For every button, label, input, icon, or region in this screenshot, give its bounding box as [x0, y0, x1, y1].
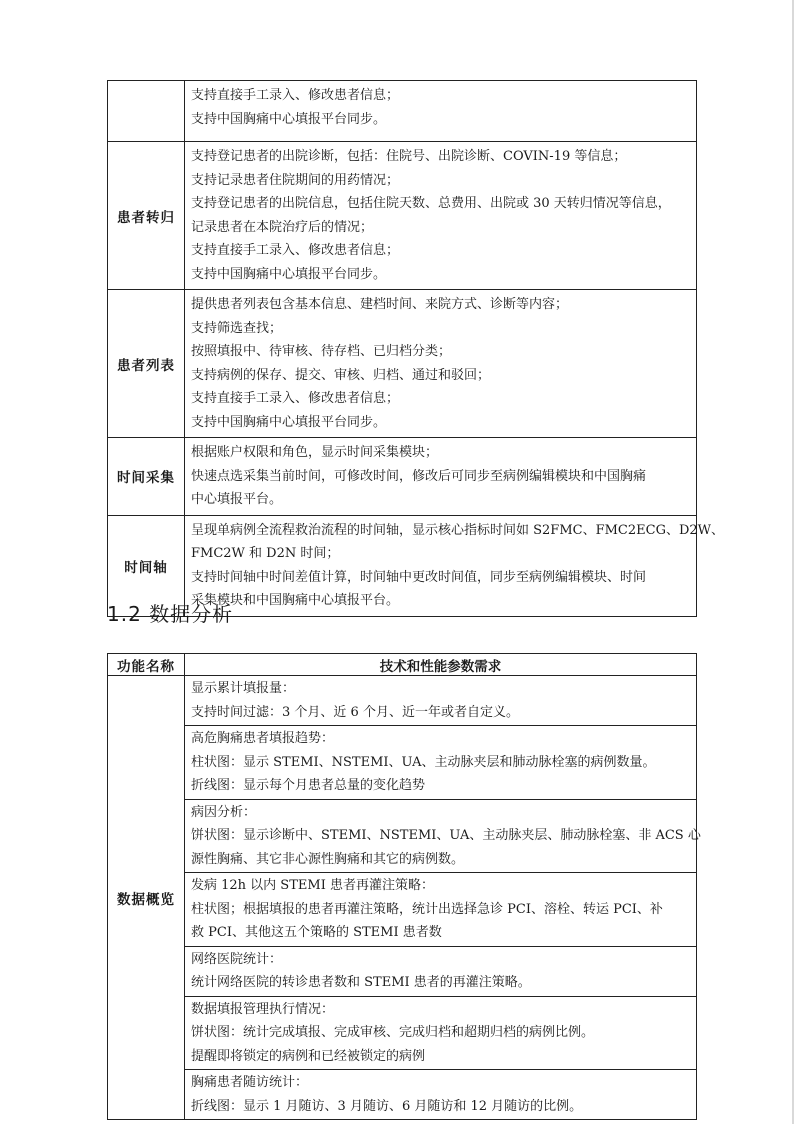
- requirement-line: 中心填报平台。: [191, 492, 283, 507]
- requirement-cell: [185, 946, 697, 996]
- table-row: [108, 726, 697, 800]
- function-name-cell: 患者列表: [108, 290, 185, 438]
- requirement-line: 折线图：显示每个月患者总量的变化趋势: [191, 778, 426, 793]
- requirement-line: 采集模块和中国胸痛中心填报平台。: [191, 593, 400, 608]
- table-row: [108, 996, 697, 1070]
- requirement-line: 源性胸痛、其它非心源性胸痛和其它的病例数。: [191, 851, 465, 867]
- requirement-cell: [185, 81, 697, 142]
- requirement-line: 支持中国胸痛中心填报平台同步。: [191, 414, 387, 430]
- function-name-cell: [108, 81, 185, 142]
- requirement-line: 饼状图：统计完成填报、完成审核、完成归档和超期归档的病例比例。: [191, 1025, 595, 1040]
- requirement-line: 高危胸痛患者填报趋势：: [191, 731, 335, 746]
- requirement-line: 支持直接手工录入、修改患者信息；: [191, 391, 400, 406]
- requirement-line: 柱状图；根据填报的患者再灌注策略，统计出选择急诊 PCI、溶栓、转运 PCI、补: [191, 901, 663, 917]
- requirement-cell: [185, 676, 697, 726]
- requirement-line: 支持时间轴中时间差值计算，时间轴中更改时间值，同步至病例编辑模块、时间: [191, 569, 647, 585]
- function-table-2: [107, 653, 701, 1120]
- table-row: [108, 142, 697, 290]
- requirement-line: 提醒即将锁定的病例和已经被锁定的病例: [191, 1048, 426, 1064]
- table-row: [108, 1070, 697, 1120]
- requirement-line: 支持中国胸痛中心填报平台同步。: [191, 111, 387, 127]
- function-name-cell: 时间轴: [108, 515, 185, 616]
- header-function-name: 功能名称: [108, 654, 185, 676]
- requirement-line: 支持记录患者住院期间的用药情况；: [191, 172, 400, 188]
- function-name-cell: 数据概览: [108, 676, 185, 1120]
- requirement-line: 网络医院统计：: [191, 951, 283, 967]
- requirement-line: 折线图：显示 1 月随访、3 月随访、6 月随访和 12 月随访的比例。: [191, 1098, 583, 1114]
- requirement-line: 发病 12h 以内 STEMI 患者再灌注策略：: [191, 878, 434, 893]
- requirement-line: 饼状图：显示诊断中、STEMI、NSTEMI、UA、主动脉夹层、肺动脉栓塞、非 ACS 心: [191, 828, 701, 843]
- requirement-line: 柱状图：显示 STEMI、NSTEMI、UA、主动脉夹层和肺动脉栓塞的病例数量。: [191, 754, 656, 770]
- requirement-line: 病因分析：: [191, 804, 257, 820]
- requirement-cell: [185, 726, 697, 800]
- requirement-line: 支持中国胸痛中心填报平台同步。: [191, 266, 387, 282]
- table-row: [108, 799, 697, 873]
- requirement-line: 救 PCI、其他这五个策略的 STEMI 患者数: [191, 925, 442, 940]
- requirement-line: FMC2W 和 D2N 时间；: [191, 546, 340, 561]
- requirement-cell: [185, 438, 697, 516]
- requirement-line: 支持登记患者的出院诊断，包括：住院号、出院诊断、COVIN-19 等信息；: [191, 149, 627, 164]
- table-row: [108, 290, 697, 438]
- function-table-1: [107, 80, 725, 617]
- requirement-cell: [185, 873, 697, 947]
- requirement-line: 支持筛选查找；: [191, 320, 283, 336]
- requirement-line: 根据账户权限和角色，显示时间采集模块；: [191, 445, 439, 460]
- requirement-line: 提供患者列表包含基本信息、建档时间、来院方式、诊断等内容；: [191, 297, 569, 312]
- header-requirements: 技术和性能参数需求: [185, 654, 697, 676]
- requirement-cell: [185, 799, 701, 873]
- requirement-line: 支持直接手工录入、修改患者信息；: [191, 243, 400, 258]
- section-heading: 1.2 数据分析: [107, 602, 234, 626]
- function-name-cell: 时间采集: [108, 438, 185, 516]
- table-row: [108, 946, 697, 996]
- requirement-line: 支持直接手工录入、修改患者信息；: [191, 88, 400, 103]
- requirement-cell: [185, 996, 697, 1070]
- table-row: [108, 873, 697, 947]
- requirement-line: 显示累计填报量：: [191, 681, 296, 696]
- requirement-line: 呈现单病例全流程救治流程的时间轴，显示核心指标时间如 S2FMC、FMC2ECG、D2W、: [191, 522, 725, 538]
- requirement-cell: [185, 515, 725, 616]
- requirement-cell: [185, 1070, 697, 1120]
- requirement-line: 快速点选采集当前时间，可修改时间，修改后可同步至病例编辑模块和中国胸痛: [191, 468, 647, 484]
- requirement-line: 支持登记患者的出院信息，包括住院天数、总费用、出院或 30 天转归情况等信息，: [191, 196, 671, 211]
- requirement-cell: [185, 142, 697, 290]
- requirement-line: 支持病例的保存、提交、审核、归档、通过和驳回；: [191, 367, 491, 383]
- requirement-cell: [185, 290, 697, 438]
- requirement-line: 统计网络医院的转诊患者数和 STEMI 患者的再灌注策略。: [191, 975, 531, 990]
- table-header-row: [108, 654, 697, 676]
- requirement-line: 记录患者在本院治疗后的情况；: [191, 219, 374, 235]
- requirement-line: 支持时间过滤：3 个月、近 6 个月、近一年或者自定义。: [191, 704, 519, 720]
- function-name-cell: 患者转归: [108, 142, 185, 290]
- requirement-line: 按照填报中、待审核、待存档、已归档分类；: [191, 344, 452, 359]
- table-row: [108, 676, 697, 726]
- requirement-line: 胸痛患者随访统计：: [191, 1075, 309, 1090]
- requirement-line: 数据填报管理执行情况：: [191, 1001, 335, 1017]
- table-row: [108, 438, 697, 516]
- table-row: [108, 81, 697, 142]
